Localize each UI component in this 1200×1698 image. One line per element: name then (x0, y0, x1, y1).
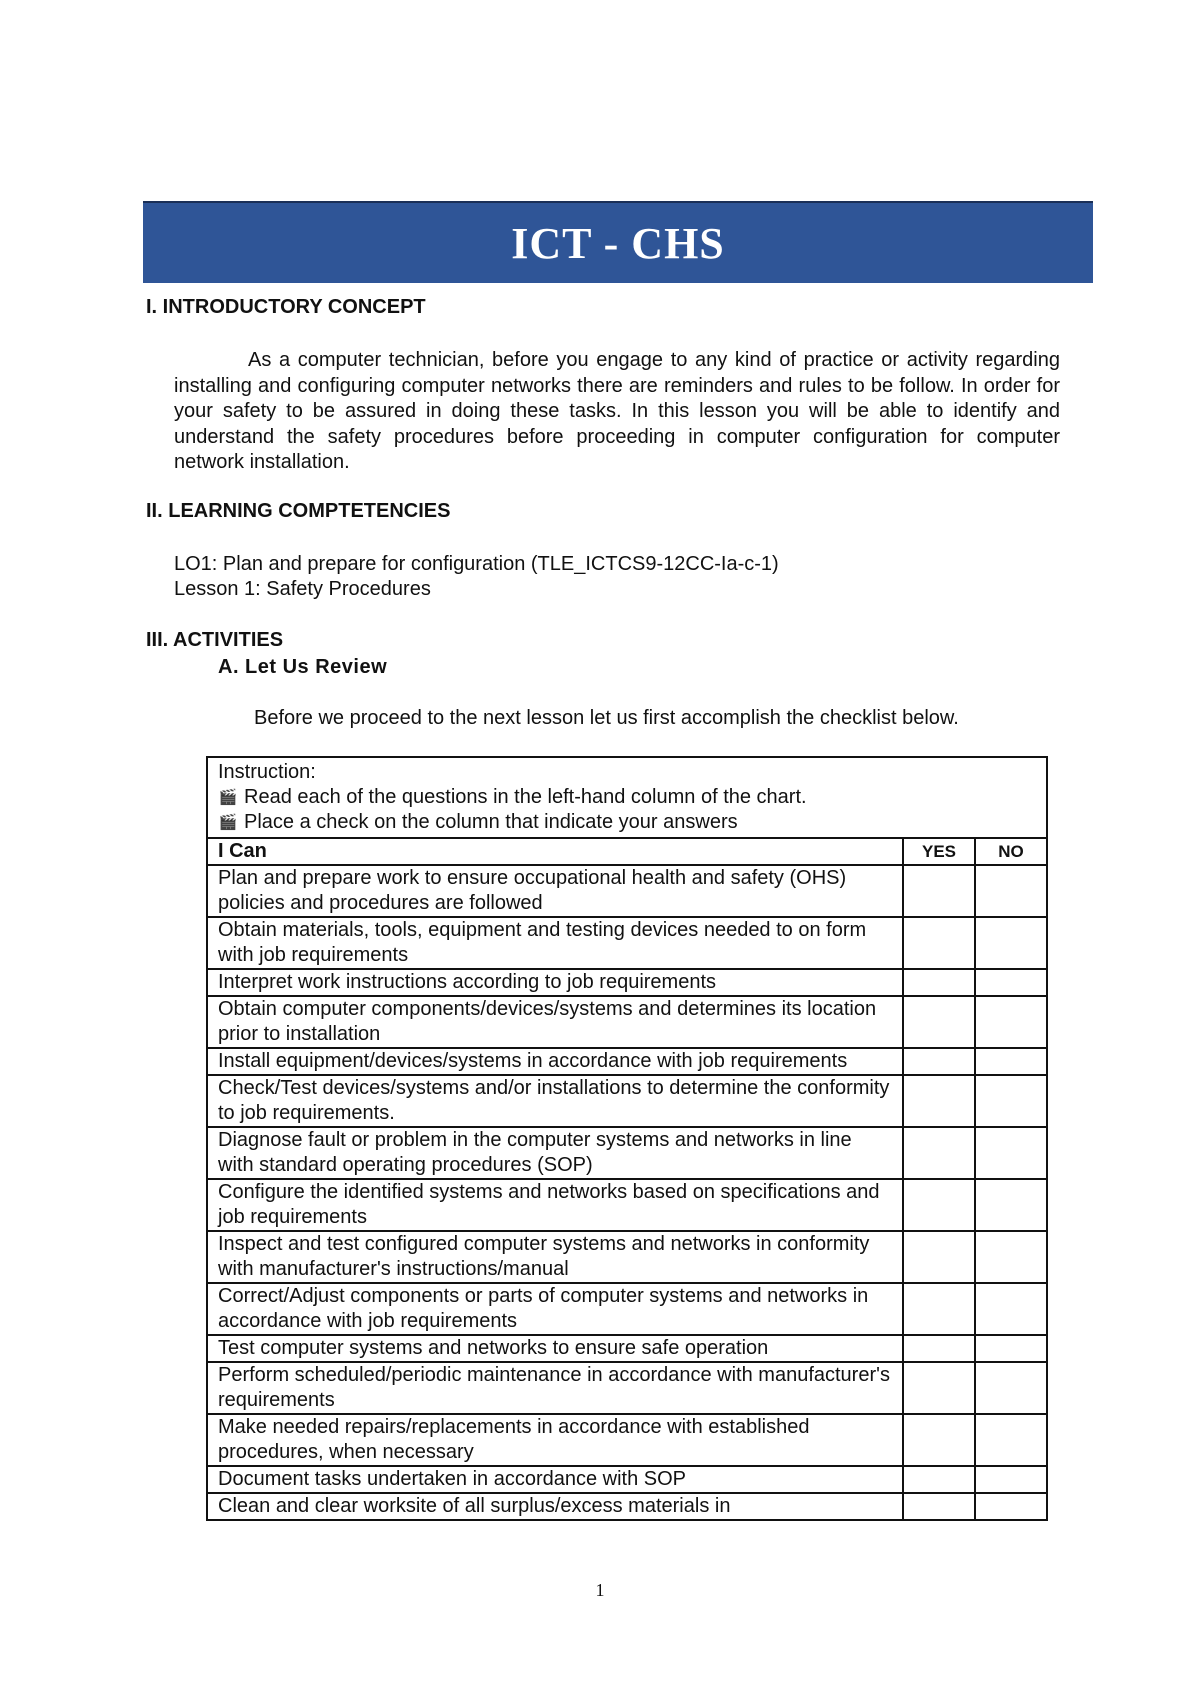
no-checkbox-cell[interactable] (975, 1466, 1047, 1493)
instruction-row (207, 757, 1047, 838)
instruction-cell (207, 757, 1047, 838)
competency-text: Perform scheduled/periodic maintenance in accordance with manufacturer's requirements (207, 1362, 903, 1414)
no-checkbox-cell[interactable] (975, 1179, 1047, 1231)
table-row (207, 865, 1047, 917)
header-no: NO (975, 838, 1047, 865)
activity-subheading: A. Let Us Review (218, 656, 388, 678)
table-row (207, 1493, 1047, 1520)
yes-checkbox-cell[interactable] (903, 1231, 975, 1283)
competency-text: Clean and clear worksite of all surplus/excess materials in (207, 1493, 903, 1520)
instruction-text: Read each of the questions in the left-hand column of the chart. (244, 786, 807, 808)
table-row (207, 1048, 1047, 1075)
table-row (207, 1283, 1047, 1335)
no-checkbox-cell[interactable] (975, 996, 1047, 1048)
no-checkbox-cell[interactable] (975, 1493, 1047, 1520)
section-heading-introductory: I. INTRODUCTORY CONCEPT (146, 296, 426, 318)
competency-text: Obtain computer components/devices/systems and determines its location prior to installation (207, 996, 903, 1048)
instruction-item (218, 810, 1036, 835)
no-checkbox-cell[interactable] (975, 1283, 1047, 1335)
no-checkbox-cell[interactable] (975, 1048, 1047, 1075)
table-row (207, 1179, 1047, 1231)
yes-checkbox-cell[interactable] (903, 1048, 975, 1075)
section-heading-activities: III. ACTIVITIES (146, 629, 284, 651)
no-checkbox-cell[interactable] (975, 1075, 1047, 1127)
competency-text: Check/Test devices/systems and/or installations to determine the conformity to job requirements. (207, 1075, 903, 1127)
learning-outcome: LO1: Plan and prepare for configuration (TLE_ICTCS9-12CC-Ia-c-1) (174, 553, 779, 575)
yes-checkbox-cell[interactable] (903, 1075, 975, 1127)
checklist-table (206, 756, 1048, 1521)
table-row (207, 969, 1047, 996)
table-row (207, 1466, 1047, 1493)
yes-checkbox-cell[interactable] (903, 1493, 975, 1520)
competency-text: Test computer systems and networks to ensure safe operation (207, 1335, 903, 1362)
clapperboard-icon: 🎬 (218, 814, 238, 831)
no-checkbox-cell[interactable] (975, 917, 1047, 969)
section-heading-competencies: II. LEARNING COMPTETENCIES (146, 500, 451, 522)
competency-text: Interpret work instructions according to job requirements (207, 969, 903, 996)
no-checkbox-cell[interactable] (975, 1335, 1047, 1362)
yes-checkbox-cell[interactable] (903, 1414, 975, 1466)
instruction-text: Place a check on the column that indicate your answers (244, 811, 738, 833)
competency-text: Install equipment/devices/systems in accordance with job requirements (207, 1048, 903, 1075)
table-row (207, 1075, 1047, 1127)
table-header-row (207, 838, 1047, 865)
yes-checkbox-cell[interactable] (903, 1179, 975, 1231)
no-checkbox-cell[interactable] (975, 865, 1047, 917)
competency-text: Inspect and test configured computer systems and networks in conformity with manufacturer's instructions/manual (207, 1231, 903, 1283)
no-checkbox-cell[interactable] (975, 1414, 1047, 1466)
header-yes: YES (903, 838, 975, 865)
header-ican: I Can (207, 838, 903, 865)
yes-checkbox-cell[interactable] (903, 917, 975, 969)
no-checkbox-cell[interactable] (975, 1231, 1047, 1283)
table-row (207, 996, 1047, 1048)
clapperboard-icon: 🎬 (218, 789, 238, 806)
yes-checkbox-cell[interactable] (903, 1362, 975, 1414)
yes-checkbox-cell[interactable] (903, 1335, 975, 1362)
table-row (207, 917, 1047, 969)
competency-text: Document tasks undertaken in accordance with SOP (207, 1466, 903, 1493)
competency-text: Obtain materials, tools, equipment and testing devices needed to on form with job requirements (207, 917, 903, 969)
banner-title: ICT - CHS (511, 218, 725, 268)
table-row (207, 1362, 1047, 1414)
table-row (207, 1414, 1047, 1466)
table-row (207, 1335, 1047, 1362)
lesson-title: Lesson 1: Safety Procedures (174, 578, 431, 600)
competency-text: Make needed repairs/replacements in accordance with established procedures, when necessary (207, 1414, 903, 1466)
yes-checkbox-cell[interactable] (903, 1283, 975, 1335)
activity-intro: Before we proceed to the next lesson let us first accomplish the checklist below. (254, 707, 959, 729)
competency-text: Correct/Adjust components or parts of computer systems and networks in accordance with job requirements (207, 1283, 903, 1335)
yes-checkbox-cell[interactable] (903, 865, 975, 917)
competency-text: Configure the identified systems and networks based on specifications and job requirements (207, 1179, 903, 1231)
competency-text: Plan and prepare work to ensure occupational health and safety (OHS) policies and procedures are followed (207, 865, 903, 917)
title-banner (143, 201, 1093, 283)
instruction-label: Instruction: (218, 761, 316, 783)
yes-checkbox-cell[interactable] (903, 969, 975, 996)
competency-text: Diagnose fault or problem in the computer systems and networks in line with standard operating procedures (SOP) (207, 1127, 903, 1179)
intro-paragraph: As a computer technician, before you engage to any kind of practice or activity regarding installing and configuring computer networks there are reminders and rules to be follow. In order for your safety to be assured in doing these tasks. In this lesson you will be able to identify and understand the safety procedures before proceeding in computer configuration for computer network installation. (174, 349, 1060, 473)
yes-checkbox-cell[interactable] (903, 1127, 975, 1179)
yes-checkbox-cell[interactable] (903, 1466, 975, 1493)
page-number: 1 (595, 1580, 605, 1600)
no-checkbox-cell[interactable] (975, 1127, 1047, 1179)
yes-checkbox-cell[interactable] (903, 996, 975, 1048)
no-checkbox-cell[interactable] (975, 969, 1047, 996)
no-checkbox-cell[interactable] (975, 1362, 1047, 1414)
table-row (207, 1231, 1047, 1283)
instruction-item (218, 785, 1036, 810)
table-row (207, 1127, 1047, 1179)
